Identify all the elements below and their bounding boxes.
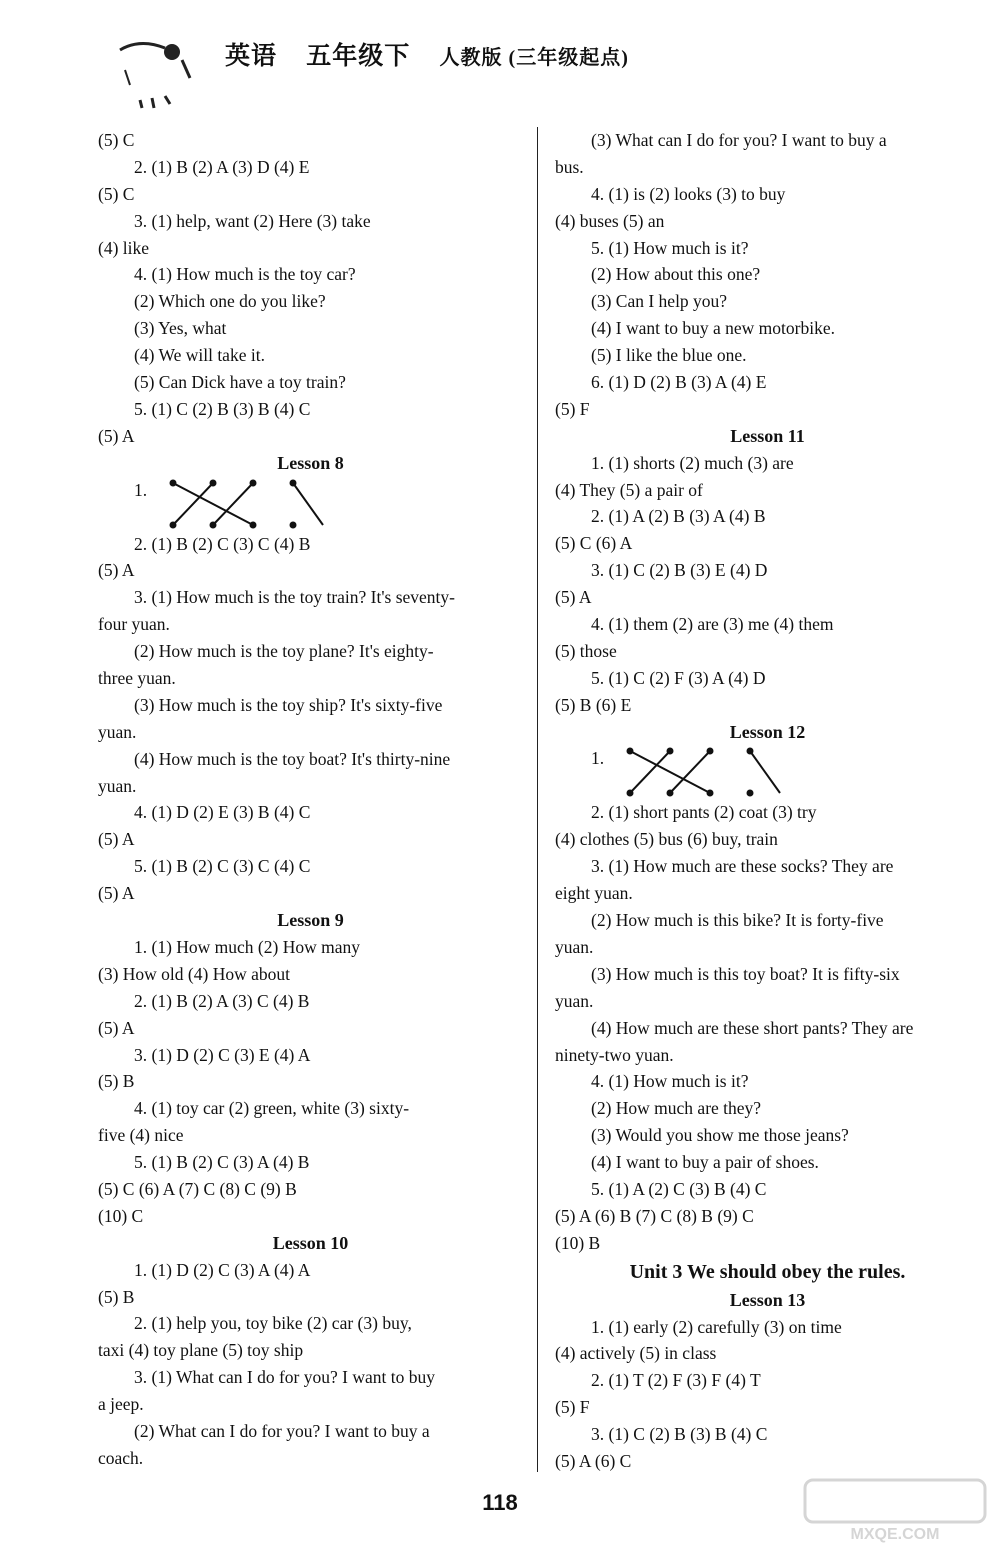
answer-line: 3. (1) C (2) B (3) B (4) C	[591, 1424, 768, 1445]
matching-lines-diagram	[158, 477, 348, 531]
lesson-heading: Lesson 8	[277, 452, 344, 473]
page-header	[110, 30, 710, 110]
answer-line: bus.	[555, 156, 584, 177]
answer-line: a jeep.	[98, 1394, 144, 1415]
answer-line: 1. (1) early (2) carefully (3) on time	[591, 1316, 842, 1337]
match-dot	[747, 748, 754, 755]
answer-line: eight yuan.	[555, 883, 633, 904]
answer-line: 2. (1) B (2) A (3) D (4) E	[134, 156, 310, 177]
answer-line: 3. (1) D (2) C (3) E (4) A	[134, 1044, 311, 1065]
answer-line: 2. (1) B (2) A (3) C (4) B	[134, 990, 310, 1011]
answer-line: (10) C	[98, 1205, 144, 1226]
answer-line: 4. (1) How much is the toy car?	[134, 264, 356, 285]
answer-line: five (4) nice	[98, 1125, 184, 1146]
subject-label: 英语	[225, 43, 278, 70]
match-dot	[250, 479, 257, 486]
answer-line: (5) B	[98, 1071, 135, 1092]
watermark-stamp	[800, 1475, 990, 1545]
answer-line: 4. (1) D (2) E (3) B (4) C	[134, 802, 311, 823]
answer-line: (5) A (6) C	[555, 1450, 632, 1471]
answer-line: (5) A	[98, 560, 135, 581]
answer-line: (5) A	[555, 587, 592, 608]
answer-line: (5) B	[98, 1286, 135, 1307]
svg-text:MXQE.COM: MXQE.COM	[850, 1526, 940, 1543]
answer-line: taxi (4) toy plane (5) toy ship	[98, 1340, 304, 1361]
answer-line: yuan.	[98, 775, 137, 796]
answer-line: 4. (1) is (2) looks (3) to buy	[591, 183, 786, 204]
answer-line: (5) A	[98, 425, 135, 446]
answer-line: (4) clothes (5) bus (6) buy, train	[555, 829, 778, 850]
match-dot	[170, 521, 177, 528]
answer-line: 5. (1) C (2) B (3) B (4) C	[134, 398, 311, 419]
answer-line: 3. (1) How much are these socks? They are	[591, 856, 894, 877]
answer-line: 3. (1) How much is the toy train? It's seventy-	[134, 587, 455, 608]
answer-line: ninety-two yuan.	[555, 1044, 674, 1065]
answer-line: coach.	[98, 1447, 144, 1468]
answer-line: 1. (1) shorts (2) much (3) are	[591, 452, 794, 473]
answer-line: (3) Would you show me those jeans?	[591, 1125, 849, 1146]
answer-line: 3. (1) C (2) B (3) E (4) D	[591, 560, 768, 581]
answer-line: 4. (1) How much is it?	[591, 1071, 749, 1092]
answer-line: (4) actively (5) in class	[555, 1343, 717, 1364]
match-dot	[667, 790, 674, 797]
answer-line: (3) Can I help you?	[591, 291, 728, 312]
answer-line: (4) buses (5) an	[555, 210, 665, 231]
answer-line: (4) I want to buy a new motorbike.	[591, 318, 835, 339]
answer-line: (2) How much is the toy plane? It's eighty-	[134, 641, 434, 662]
answer-line: 2. (1) short pants (2) coat (3) try	[591, 802, 817, 823]
match-line	[630, 751, 670, 793]
answer-line: (4) We will take it.	[134, 345, 265, 366]
answer-line: 5. (1) How much is it?	[591, 237, 749, 258]
lesson-heading: Lesson 13	[729, 1289, 806, 1310]
answer-line: (5) A	[98, 883, 135, 904]
right-column	[555, 127, 980, 1475]
match-dot	[170, 479, 177, 486]
answer-line: 2. (1) B (2) C (3) C (4) B	[134, 533, 311, 554]
grade-label: 五年级下	[306, 43, 411, 70]
match-line	[293, 483, 323, 525]
match-line	[670, 751, 710, 793]
match-line	[630, 751, 710, 793]
answer-line: 2. (1) help you, toy bike (2) car (3) buy,	[134, 1313, 412, 1334]
answer-line: 4. (1) toy car (2) green, white (3) sixty-	[134, 1098, 410, 1119]
match-line	[213, 483, 253, 525]
edition-label: 人教版 (三年级起点)	[439, 47, 629, 69]
answer-line: (10) B	[555, 1232, 601, 1253]
answer-line: (5) A (6) B (7) C (8) B (9) C	[555, 1205, 754, 1226]
answer-line: (5) F	[555, 1397, 590, 1418]
matching-exercise	[555, 745, 980, 799]
match-dot	[747, 790, 754, 797]
answer-line: (4) How much is the toy boat? It's thirty-nine	[134, 748, 451, 769]
exercise-number: 1.	[134, 479, 148, 500]
match-line	[750, 751, 780, 793]
match-dot	[707, 790, 714, 797]
answer-line: (5) I like the blue one.	[591, 345, 747, 366]
answer-line: (4) They (5) a pair of	[555, 479, 703, 500]
answer-line: (5) B (6) E	[555, 694, 632, 715]
lesson-heading: Lesson 12	[729, 721, 806, 742]
answer-line: 1. (1) D (2) C (3) A (4) A	[134, 1259, 311, 1280]
page-title	[225, 36, 629, 72]
answer-line: (3) Yes, what	[134, 318, 227, 339]
match-dot	[290, 521, 297, 528]
answer-line: (2) What can I do for you? I want to buy a	[134, 1420, 430, 1441]
answer-line: (2) How much is this bike? It is forty-five	[591, 910, 884, 931]
answer-line: 5. (1) B (2) C (3) C (4) C	[134, 856, 311, 877]
match-dot	[210, 521, 217, 528]
answer-line: (3) How old (4) How about	[98, 963, 290, 984]
answer-line: 2. (1) A (2) B (3) A (4) B	[591, 506, 766, 527]
answer-line: (2) Which one do you like?	[134, 291, 326, 312]
lesson-heading: Lesson 11	[730, 425, 805, 446]
answer-line: (5) F	[555, 398, 590, 419]
answer-line: (5) those	[555, 640, 617, 661]
answer-line: (2) How about this one?	[591, 264, 761, 285]
match-dot	[627, 748, 634, 755]
answer-line: (5) C	[98, 183, 135, 204]
answer-line: (5) C (6) A	[555, 533, 633, 554]
answer-line: 3. (1) What can I do for you? I want to buy	[134, 1367, 435, 1388]
answer-line: 1. (1) How much (2) How many	[134, 936, 360, 957]
answer-line: yuan.	[555, 936, 594, 957]
answer-line: 5. (1) B (2) C (3) A (4) B	[134, 1152, 310, 1173]
answer-line: (3) How much is this toy boat? It is fifty-six	[591, 963, 900, 984]
answer-line: (5) C (6) A (7) C (8) C (9) B	[98, 1178, 297, 1199]
answer-line: 4. (1) them (2) are (3) me (4) them	[591, 614, 834, 635]
answer-line: 6. (1) D (2) B (3) A (4) E	[591, 372, 767, 393]
page-number: 118	[482, 1490, 518, 1515]
lesson-heading: Lesson 9	[277, 910, 344, 931]
lesson-heading: Lesson 10	[272, 1232, 349, 1253]
answer-line: 3. (1) help, want (2) Here (3) take	[134, 210, 371, 231]
answer-line: yuan.	[98, 721, 137, 742]
answer-line: (4) How much are these short pants? They are	[591, 1017, 914, 1038]
answer-line: (5) A	[98, 829, 135, 850]
match-dot	[627, 790, 634, 797]
logo-icon	[110, 30, 210, 110]
matching-exercise	[98, 477, 523, 531]
answer-line: three yuan.	[98, 668, 176, 689]
match-dot	[667, 748, 674, 755]
answer-line: (3) What can I do for you? I want to buy a	[591, 130, 887, 150]
answer-line: 5. (1) A (2) C (3) B (4) C	[591, 1178, 767, 1199]
match-dot	[707, 748, 714, 755]
answer-line: 5. (1) C (2) F (3) A (4) D	[591, 667, 766, 688]
answer-line: (4) I want to buy a pair of shoes.	[591, 1152, 819, 1173]
match-dot	[210, 479, 217, 486]
match-line	[173, 483, 253, 525]
answer-line: (2) How much are they?	[591, 1098, 762, 1119]
unit-heading: Unit 3 We should obey the rules.	[629, 1260, 906, 1283]
answer-line: (5) A	[98, 1017, 135, 1038]
match-dot	[290, 479, 297, 486]
match-dot	[250, 521, 257, 528]
exercise-number: 1.	[591, 748, 605, 769]
answer-line: (3) How much is the toy ship? It's sixty-five	[134, 694, 443, 715]
match-line	[173, 483, 213, 525]
answer-line: (5) Can Dick have a toy train?	[134, 372, 346, 393]
answer-line: 2. (1) T (2) F (3) F (4) T	[591, 1370, 761, 1391]
answer-line: yuan.	[555, 990, 594, 1011]
answer-line: (4) like	[98, 237, 150, 258]
column-divider	[537, 127, 538, 1472]
matching-lines-diagram	[615, 745, 805, 799]
answer-line: (5) C	[98, 130, 135, 150]
answer-line: four yuan.	[98, 614, 170, 635]
left-column	[98, 127, 523, 1472]
